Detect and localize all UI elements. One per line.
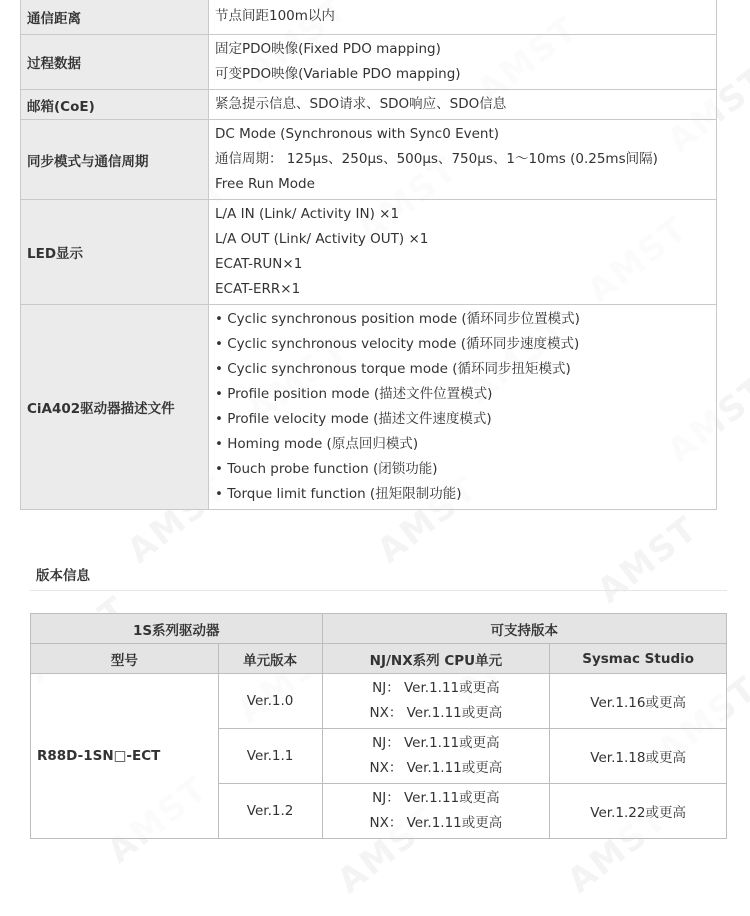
cpu-version-cell: [322, 729, 550, 784]
unit-version-cell: Ver.1.0: [218, 674, 322, 729]
spec-row: [21, 90, 717, 120]
spec-value-line: ECAT-RUN×1: [215, 256, 303, 272]
version-table: [30, 613, 727, 839]
spec-value-line: L/A IN (Link/ Activity IN) ×1: [215, 206, 400, 222]
spec-row: [21, 120, 717, 200]
spec-value-line: • Cyclic synchronous torque mode (循环同步扭矩模式): [215, 361, 571, 377]
spec-value-line: 节点间距100m以内: [215, 8, 335, 24]
spec-value-line: 可变PDO映像(Variable PDO mapping): [215, 66, 461, 82]
spec-value-line: • Touch probe function (闭锁功能): [215, 461, 438, 477]
header-drive-series: 1S系列驱动器: [31, 614, 323, 644]
nx-version: NX： Ver.1.11或更高: [369, 760, 503, 776]
spec-value-line: DC Mode (Synchronous with Sync0 Event): [215, 126, 500, 142]
spec-table: [20, 0, 717, 510]
cpu-version-cell: [322, 674, 550, 729]
nj-version: NJ： Ver.1.11或更高: [372, 735, 500, 751]
spec-key: 同步模式与通信周期: [21, 120, 209, 200]
spec-value: [209, 0, 717, 35]
spec-value-line: 通信周期： 125μs、250μs、500μs、750μs、1～10ms (0.25ms间隔): [215, 151, 658, 167]
spec-row: [21, 35, 717, 90]
studio-version-cell: Ver.1.22或更高: [550, 784, 727, 839]
spec-value-line: 固定PDO映像(Fixed PDO mapping): [215, 41, 441, 57]
model-cell: R88D-1SN□-ECT: [31, 674, 219, 839]
spec-value: [209, 120, 717, 200]
spec-value-line: ECAT-ERR×1: [215, 281, 301, 297]
spec-value: [209, 305, 717, 510]
spec-key: 过程数据: [21, 35, 209, 90]
spec-key: 邮箱(CoE): [21, 90, 209, 120]
version-header-row: [31, 614, 727, 644]
section-title: 版本信息: [36, 568, 90, 584]
header-model: 型号: [31, 644, 219, 674]
nj-version: NJ： Ver.1.11或更高: [372, 790, 500, 806]
spec-value: [209, 200, 717, 305]
spec-value-line: • Cyclic synchronous velocity mode (循环同步速度模式): [215, 336, 580, 352]
unit-version-cell: Ver.1.1: [218, 729, 322, 784]
nj-version: NJ： Ver.1.11或更高: [372, 680, 500, 696]
spec-value-line: • Torque limit function (扭矩限制功能): [215, 486, 462, 502]
spec-row: [21, 0, 717, 35]
header-supported-versions: 可支持版本: [322, 614, 727, 644]
spec-value: [209, 35, 717, 90]
studio-version-cell: Ver.1.16或更高: [550, 674, 727, 729]
version-header-row: [31, 644, 727, 674]
watermark-text: [590, 509, 706, 612]
section-divider: [30, 590, 727, 591]
studio-version-cell: Ver.1.18或更高: [550, 729, 727, 784]
spec-row: [21, 305, 717, 510]
header-cpu-unit: NJ/NX系列 CPU单元: [322, 644, 550, 674]
spec-value-line: • Profile velocity mode (描述文件速度模式): [215, 411, 492, 427]
header-unit-version: 单元版本: [218, 644, 322, 674]
nx-version: NX： Ver.1.11或更高: [369, 705, 503, 721]
spec-key: CiA402驱动器描述文件: [21, 305, 209, 510]
nx-version: NX： Ver.1.11或更高: [369, 815, 503, 831]
spec-row: [21, 200, 717, 305]
header-sysmac-studio: Sysmac Studio: [550, 644, 727, 674]
spec-value-line: 紧急提示信息、SDO请求、SDO响应、SDO信息: [215, 96, 507, 112]
cpu-version-cell: [322, 784, 550, 839]
spec-key: LED显示: [21, 200, 209, 305]
spec-value-line: • Profile position mode (描述文件位置模式): [215, 386, 493, 402]
version-row: [31, 674, 727, 729]
spec-value-line: • Homing mode (原点回归模式): [215, 436, 419, 452]
spec-value: [209, 90, 717, 120]
spec-value-line: Free Run Mode: [215, 176, 315, 192]
unit-version-cell: Ver.1.2: [218, 784, 322, 839]
spec-value-line: L/A OUT (Link/ Activity OUT) ×1: [215, 231, 429, 247]
spec-key: 通信距离: [21, 0, 209, 35]
spec-value-line: • Cyclic synchronous position mode (循环同步位置模式): [215, 311, 580, 327]
